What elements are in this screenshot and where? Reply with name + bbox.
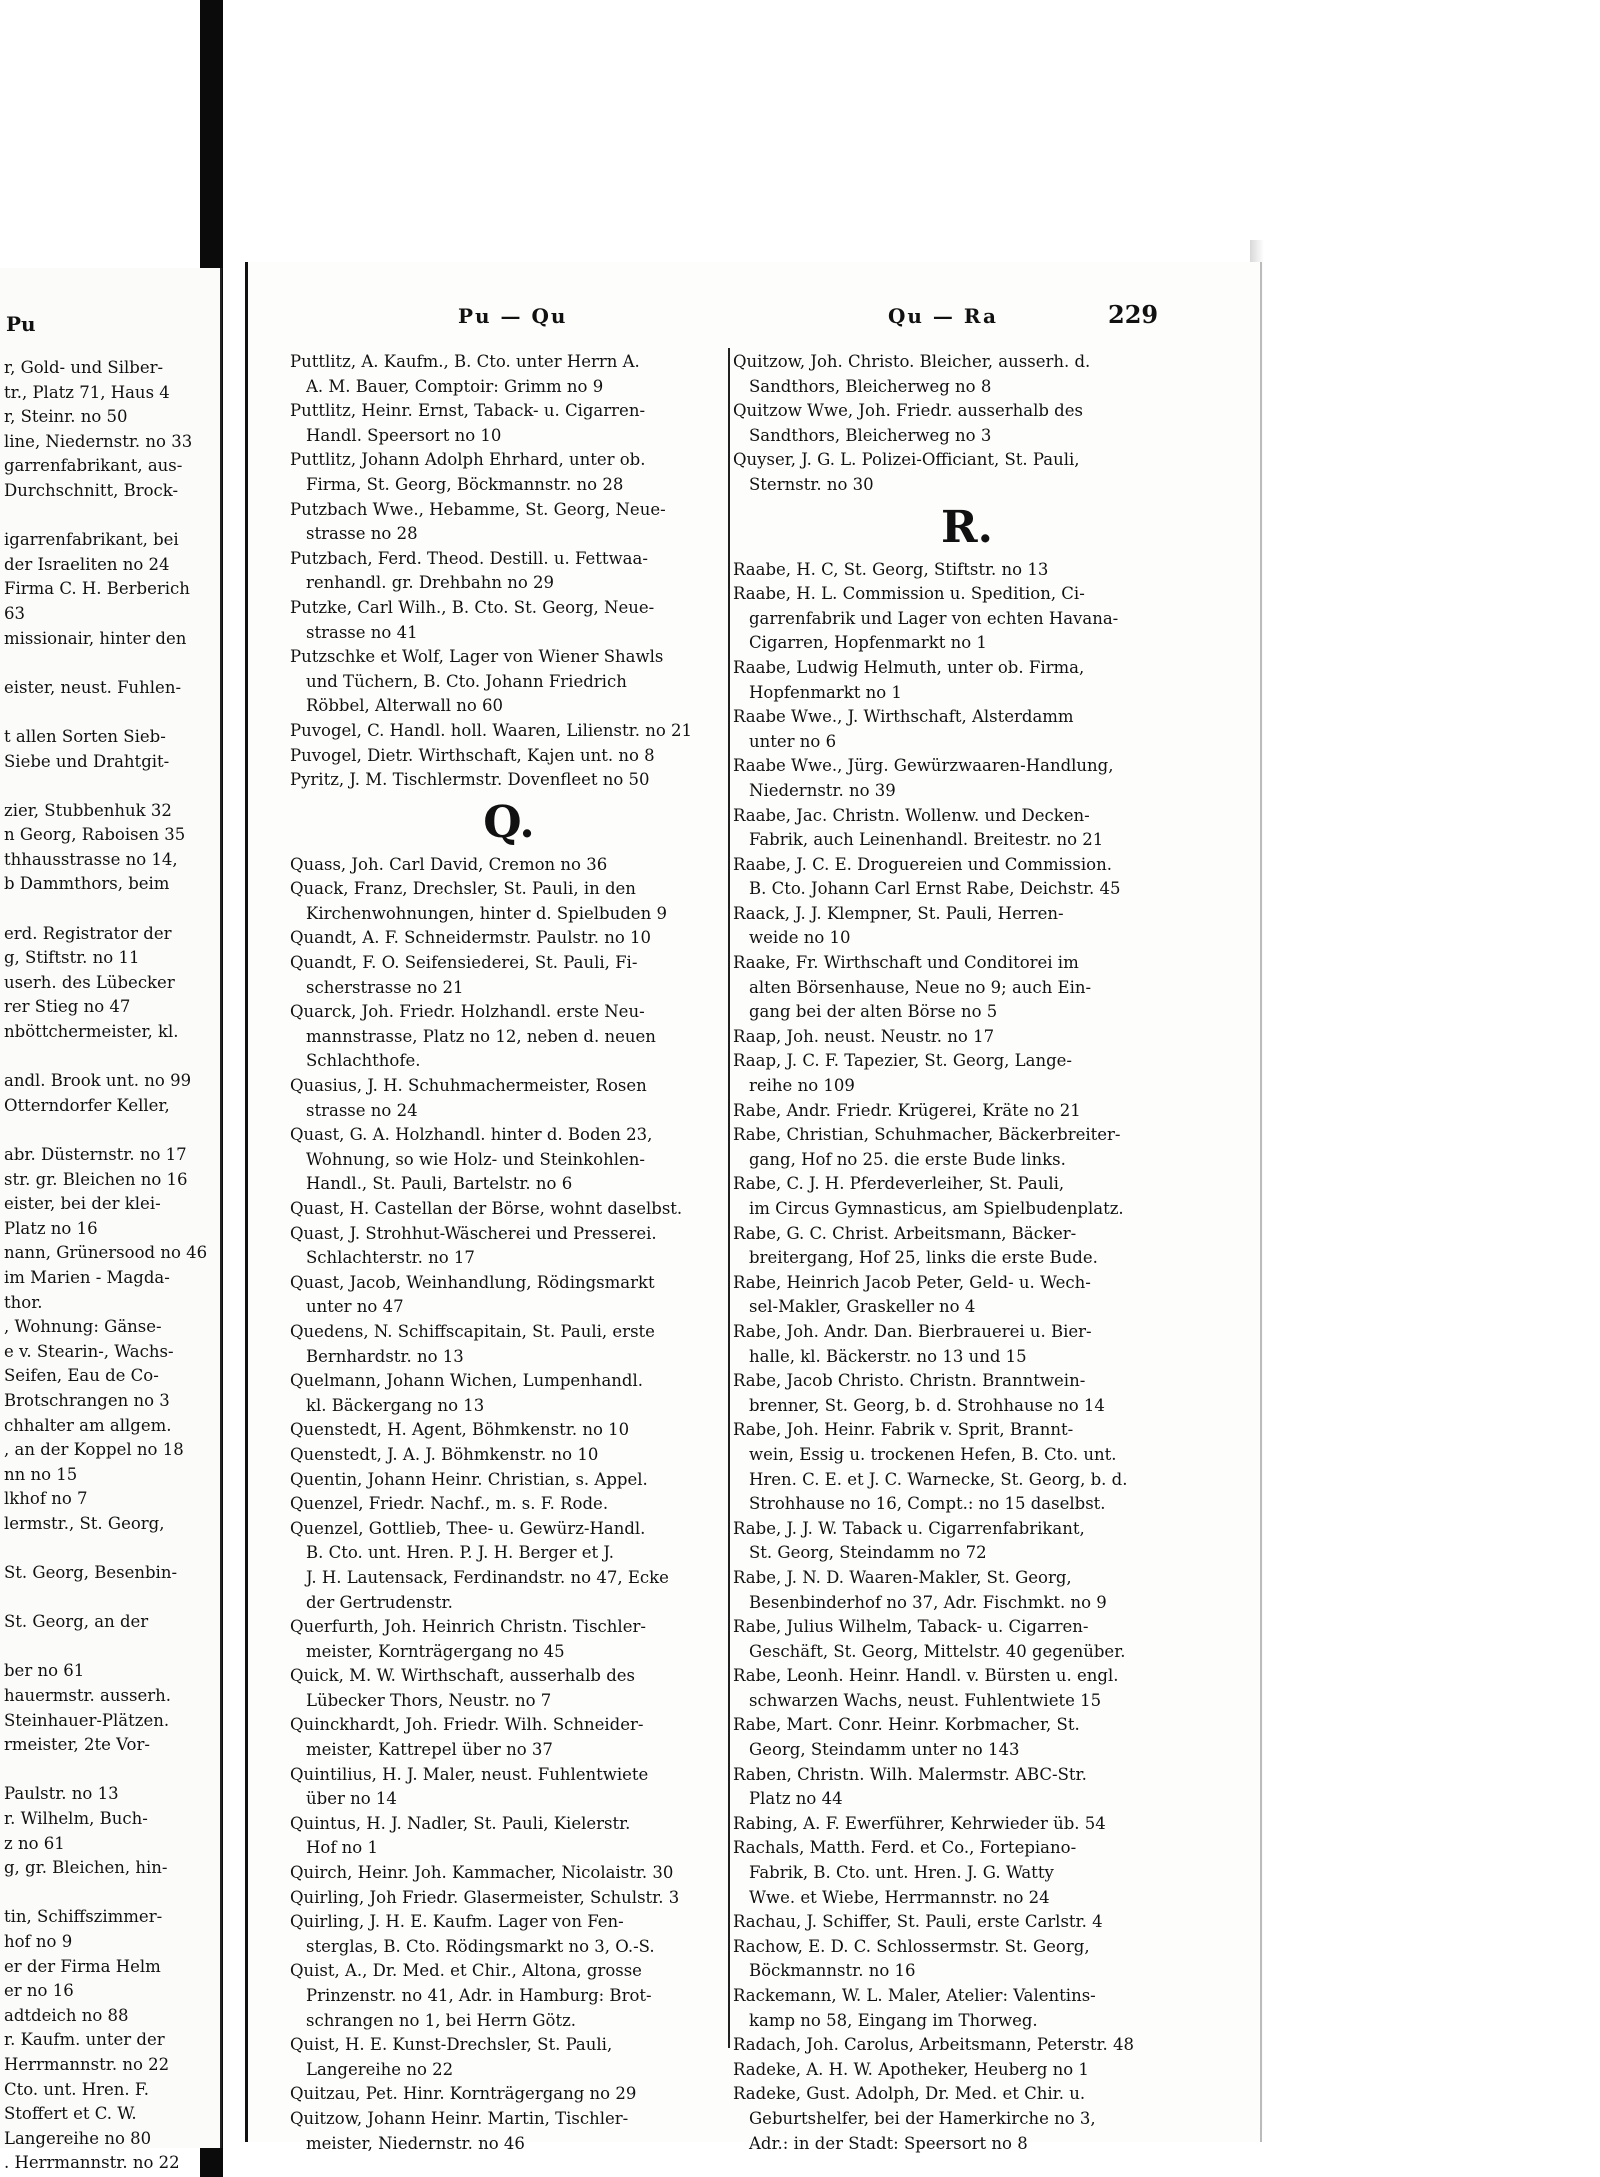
section-letter: Q.: [483, 796, 535, 848]
directory-entry: Quinckhardt, Joh. Friedr. Wilh. Schneider-: [290, 1715, 644, 1735]
entry-continuation: gang, Hof no 25. die erste Bude links.: [749, 1149, 1066, 1169]
entry-continuation: J. H. Lautensack, Ferdinandstr. no 47, Ecke: [306, 1567, 669, 1587]
left-page-line: lermstr., St. Georg,: [4, 1513, 165, 1533]
entry-continuation: Geschäft, St. Georg, Mittelstr. 40 gegenüber.: [749, 1641, 1126, 1661]
entry-continuation: Prinzenstr. no 41, Adr. in Hamburg: Brot-: [306, 1986, 652, 2005]
directory-entry: Quist, A., Dr. Med. et Chir., Altona, grosse: [290, 1961, 642, 1981]
directory-entry: Pyritz, J. M. Tischlermstr. Dovenfleet no 50: [290, 770, 650, 790]
left-page-line: 63: [4, 603, 25, 623]
entry-continuation: meister, Kattrepel über no 37: [306, 1740, 553, 1760]
entry-continuation: Hof no 1: [306, 1838, 378, 1858]
entry-continuation: Geburtshelfer, bei der Hamerkirche no 3,: [749, 2108, 1096, 2128]
directory-entry: Rabe, Joh. Andr. Dan. Bierbrauerei u. Bier-: [733, 1321, 1092, 1341]
directory-entry: Quitzau, Pet. Hinr. Kornträgergang no 29: [290, 2084, 637, 2104]
directory-entry: Quenstedt, J. A. J. Böhmkenstr. no 10: [290, 1444, 599, 1464]
left-page-line: Durchschnitt, Brock-: [4, 480, 179, 500]
entry-continuation: Sternstr. no 30: [749, 474, 874, 494]
directory-entry: Quitzow, Joh. Christo. Bleicher, ausserh. d.: [733, 352, 1091, 371]
entry-continuation: meister, Kornträgergang no 45: [306, 1641, 565, 1661]
directory-entry: Raabe Wwe., Jürg. Gewürzwaaren-Handlung,: [733, 756, 1114, 776]
left-page: [0, 268, 222, 2173]
left-page-line: Herrmannstr. no 22: [4, 2054, 170, 2074]
left-page-line: r, Steinr. no 50: [4, 407, 128, 427]
entry-continuation: gang bei der alten Börse no 5: [749, 1002, 998, 1022]
directory-entry: Rabe, Leonh. Heinr. Handl. v. Bürsten u. engl.: [733, 1666, 1119, 1686]
directory-entry: Quasius, J. H. Schuhmachermeister, Rosen: [290, 1076, 647, 1096]
directory-entry: Quyser, J. G. L. Polizei-Officiant, St. Pauli,: [733, 450, 1080, 470]
left-page-line: str. gr. Bleichen no 16: [4, 1169, 188, 1189]
directory-entry: Quirling, Joh Friedr. Glasermeister, Schulstr. 3: [290, 1887, 680, 1907]
directory-column-1: [290, 350, 728, 2156]
directory-entry: Raabe, H. L. Commission u. Spedition, Ci-: [733, 584, 1085, 604]
entry-continuation: unter no 6: [749, 731, 837, 751]
directory-entry: Quast, H. Castellan der Börse, wohnt daselbst.: [290, 1199, 683, 1218]
left-page-line: Langereihe no 80: [4, 2128, 152, 2148]
entry-continuation: und Tüchern, B. Cto. Johann Friedrich: [306, 671, 627, 691]
running-head-right: Qu — Ra: [888, 304, 998, 328]
entry-continuation: Adr.: in der Stadt: Speersort no 8: [749, 2133, 1028, 2153]
left-page-line: Siebe und Drahtgit-: [4, 751, 170, 771]
section-letter: R.: [941, 501, 993, 553]
directory-entry: Puttlitz, A. Kaufm., B. Cto. unter Herrn A.: [290, 352, 640, 371]
entry-continuation: Bernhardstr. no 13: [306, 1346, 464, 1366]
left-page-line: [4, 1586, 207, 1611]
directory-entry: Quist, H. E. Kunst-Drechsler, St. Pauli,: [290, 2035, 613, 2055]
directory-entry: Quast, J. Strohhut-Wäscherei und Presserei.: [290, 1223, 657, 1243]
entry-continuation: Schlachterstr. no 17: [306, 1248, 475, 1268]
left-page-line: [4, 700, 207, 725]
directory-entry: Raabe Wwe., J. Wirthschaft, Alsterdamm: [733, 707, 1074, 727]
directory-entry: Rabe, G. C. Christ. Arbeitsmann, Bäcker-: [733, 1223, 1077, 1243]
left-page-line: g, Stiftstr. no 11: [4, 948, 140, 968]
left-page-header: Pu: [6, 312, 36, 336]
entry-continuation: Röbbel, Alterwall no 60: [306, 696, 504, 716]
left-page-line: adtdeich no 88: [4, 2005, 129, 2025]
directory-entry: Radach, Joh. Carolus, Arbeitsmann, Peterstr. 48: [733, 2035, 1135, 2055]
directory-entry: Quandt, A. F. Schneidermstr. Paulstr. no 10: [290, 928, 652, 948]
left-page-line: garrenfabrikant, aus-: [4, 456, 183, 476]
directory-entry: Rabe, Jacob Christo. Christn. Branntwein-: [733, 1371, 1086, 1391]
right-page: [245, 262, 1262, 2153]
left-page-line: [4, 897, 207, 922]
directory-entry: Quast, Jacob, Weinhandlung, Rödingsmarkt: [290, 1272, 655, 1292]
left-page-line: der Israeliten no 24: [4, 554, 170, 574]
directory-entry: Raap, Joh. neust. Neustr. no 17: [733, 1026, 995, 1046]
left-page-line: [4, 774, 207, 799]
left-page-line: lkhof no 7: [4, 1489, 88, 1509]
entry-continuation: kamp no 58, Eingang im Thorweg.: [749, 2010, 1038, 2030]
left-page-line: g, gr. Bleichen, hin-: [4, 1858, 168, 1878]
entry-continuation: Strohhause no 16, Compt.: no 15 daselbst.: [749, 1494, 1106, 1514]
entry-continuation: brenner, St. Georg, b. d. Strohhause no 14: [749, 1395, 1105, 1415]
left-page-line: b Dammthors, beim: [4, 874, 170, 894]
directory-entry: Rabe, J. J. W. Taback u. Cigarrenfabrikant,: [733, 1518, 1085, 1538]
entry-continuation: B. Cto. unt. Hren. P. J. H. Berger et J.: [306, 1543, 614, 1563]
entry-continuation: Handl. Speersort no 10: [306, 425, 502, 445]
entry-continuation: Handl., St. Pauli, Bartelstr. no 6: [306, 1174, 573, 1194]
left-page-line: er der Firma Helm: [4, 1956, 161, 1976]
left-page-line: nböttchermeister, kl.: [4, 1022, 179, 1042]
left-page-line: nn no 15: [4, 1464, 78, 1484]
directory-entry: Rackemann, W. L. Maler, Atelier: Valentins-: [733, 1986, 1096, 2005]
left-page-line: chhalter am allgem.: [4, 1415, 172, 1435]
directory-entry: Quentin, Johann Heinr. Christian, s. Appel.: [290, 1469, 648, 1489]
column-divider: [728, 348, 730, 2048]
left-page-line: . Herrmannstr. no 22: [4, 2153, 180, 2173]
left-page-line: hauermstr. ausserh.: [4, 1686, 171, 1706]
entry-continuation: der Gertrudenstr.: [306, 1592, 453, 1612]
entry-continuation: breitergang, Hof 25, links die erste Bude.: [749, 1248, 1098, 1268]
left-page-line: eister, neust. Fuhlen-: [4, 677, 182, 697]
directory-entry: Quarck, Joh. Friedr. Holzhandl. erste Neu-: [290, 1002, 645, 1022]
directory-entry: Rabing, A. F. Ewerführer, Kehrwieder üb. 54: [733, 1813, 1106, 1833]
page-number: 229: [1108, 300, 1159, 329]
entry-continuation: Fabrik, auch Leinenhandl. Breitestr. no 21: [749, 830, 1104, 850]
entry-continuation: schrangen no 1, bei Herrn Götz.: [306, 2010, 577, 2030]
entry-continuation: B. Cto. Johann Carl Ernst Rabe, Deichstr. 45: [749, 879, 1121, 899]
entry-continuation: über no 14: [306, 1789, 397, 1809]
left-page-line: Steinhauer-Plätzen.: [4, 1710, 170, 1730]
entry-continuation: Sandthors, Bleicherweg no 8: [749, 376, 992, 396]
left-page-line: erd. Registrator der: [4, 923, 172, 943]
left-page-line: eister, bei der klei-: [4, 1194, 161, 1214]
left-page-line: missionair, hinter den: [4, 628, 187, 648]
directory-entry: Radeke, Gust. Adolph, Dr. Med. et Chir. u.: [733, 2084, 1086, 2104]
entry-continuation: Fabrik, B. Cto. unt. Hren. J. G. Watty: [749, 1863, 1054, 1883]
left-page-line: [4, 1881, 207, 1906]
directory-column-2: [733, 350, 1201, 2156]
directory-entry: Raabe, Jac. Christn. Wollenw. und Decken-: [733, 805, 1090, 825]
entry-continuation: strasse no 41: [306, 622, 418, 642]
left-page-line: im Marien - Magda-: [4, 1267, 170, 1287]
directory-entry: Raabe, J. C. E. Droguereien und Commission.: [733, 854, 1112, 874]
entry-continuation: St. Georg, Steindamm no 72: [749, 1543, 987, 1563]
left-page-line: tr., Platz 71, Haus 4: [4, 382, 170, 402]
entry-continuation: Lübecker Thors, Neustr. no 7: [306, 1690, 552, 1710]
entry-continuation: Georg, Steindamm unter no 143: [749, 1740, 1020, 1760]
directory-entry: Quintus, H. J. Nadler, St. Pauli, Kielerstr.: [290, 1813, 631, 1833]
entry-continuation: meister, Niedernstr. no 46: [306, 2133, 525, 2153]
entry-continuation: A. M. Bauer, Comptoir: Grimm no 9: [306, 376, 604, 396]
entry-continuation: sel-Makler, Graskeller no 4: [749, 1297, 976, 1317]
directory-entry: Putzke, Carl Wilh., B. Cto. St. Georg, Neue-: [290, 597, 655, 617]
left-page-line: [4, 1758, 207, 1783]
entry-continuation: reihe no 109: [749, 1076, 855, 1096]
directory-entry: Rabe, Heinrich Jacob Peter, Geld- u. Wech-: [733, 1272, 1091, 1292]
directory-entry: Quirling, J. H. E. Kaufm. Lager von Fen-: [290, 1912, 624, 1932]
directory-entry: Quandt, F. O. Seifensiederei, St. Pauli, Fi-: [290, 953, 638, 973]
left-page-line: Firma C. H. Berberich: [4, 579, 190, 599]
directory-entry: Raabe, H. C, St. Georg, Stiftstr. no 13: [733, 559, 1049, 579]
entry-continuation: Sandthors, Bleicherweg no 3: [749, 425, 992, 445]
directory-entry: Raake, Fr. Wirthschaft und Conditorei im: [733, 953, 1079, 973]
entry-continuation: strasse no 24: [306, 1100, 418, 1120]
left-page-line: ber no 61: [4, 1661, 85, 1681]
directory-entry: Quintilius, H. J. Maler, neust. Fuhlentwiete: [290, 1764, 649, 1784]
entry-continuation: renhandl. gr. Drehbahn no 29: [306, 573, 555, 593]
entry-continuation: kl. Bäckergang no 13: [306, 1395, 485, 1415]
left-page-line: , an der Koppel no 18: [4, 1440, 184, 1460]
left-page-line: n Georg, Raboisen 35: [4, 825, 186, 845]
entry-continuation: Besenbinderhof no 37, Adr. Fischmkt. no 9: [749, 1592, 1107, 1612]
entry-continuation: garrenfabrik und Lager von echten Havana-: [749, 608, 1119, 628]
left-page-line: tin, Schiffszimmer-: [4, 1907, 163, 1927]
entry-continuation: Hopfenmarkt no 1: [749, 682, 902, 702]
directory-entry: Quack, Franz, Drechsler, St. Pauli, in den: [290, 879, 636, 899]
directory-entry: Quitzow Wwe, Joh. Friedr. ausserhalb des: [733, 401, 1083, 421]
directory-entry: Rabe, Mart. Conr. Heinr. Korbmacher, St.: [733, 1715, 1080, 1735]
directory-entry: Puvogel, Dietr. Wirthschaft, Kajen unt. no 8: [290, 745, 655, 765]
directory-entry: Rachals, Matth. Ferd. et Co., Fortepiano-: [733, 1838, 1077, 1858]
left-page-line: Otterndorfer Keller,: [4, 1095, 170, 1115]
entry-continuation: scherstrasse no 21: [306, 977, 464, 997]
page-header: [248, 300, 1260, 344]
left-page-line: hof no 9: [4, 1932, 73, 1951]
running-head-left: Pu — Qu: [458, 304, 568, 328]
entry-continuation: Schlachthofe.: [306, 1051, 421, 1071]
directory-entry: Raben, Christn. Wilh. Malermstr. ABC-Str.: [733, 1764, 1087, 1784]
directory-entry: Quass, Joh. Carl David, Cremon no 36: [290, 854, 608, 874]
directory-entry: Rabe, Julius Wilhelm, Taback- u. Cigarren-: [733, 1617, 1089, 1637]
entry-continuation: Wohnung, so wie Holz- und Steinkohlen-: [306, 1149, 645, 1169]
left-page-line: r. Kaufm. unter der: [4, 2030, 165, 2050]
entry-continuation: weide no 10: [749, 928, 851, 948]
left-page-line: t allen Sorten Sieb-: [4, 726, 166, 746]
left-page-line: [4, 1635, 207, 1660]
directory-entry: Quenstedt, H. Agent, Böhmkenstr. no 10: [290, 1420, 630, 1440]
entry-continuation: Platz no 44: [749, 1789, 843, 1809]
directory-entry: Quelmann, Johann Wichen, Lumpenhandl.: [290, 1371, 643, 1391]
entry-continuation: halle, kl. Bäckerstr. no 13 und 15: [749, 1346, 1027, 1366]
left-page-line: andl. Brook unt. no 99: [4, 1071, 192, 1091]
directory-entry: Radeke, A. H. W. Apotheker, Heuberg no 1: [733, 2059, 1089, 2079]
left-page-line: [4, 651, 207, 676]
left-page-line: Stoffert et C. W.: [4, 2104, 137, 2124]
left-page-line: , Wohnung: Gänse-: [4, 1317, 162, 1337]
left-page-line: Platz no 16: [4, 1218, 98, 1238]
left-page-line: userh. des Lübecker: [4, 972, 175, 992]
entry-continuation: Wwe. et Wiebe, Herrmannstr. no 24: [749, 1887, 1050, 1907]
directory-entry: Quast, G. A. Holzhandl. hinter d. Boden 23,: [290, 1125, 653, 1145]
left-page-line: [4, 1537, 207, 1562]
directory-entry: Puvogel, C. Handl. holl. Waaren, Lilienstr. no 21: [290, 720, 693, 740]
entry-continuation: Niedernstr. no 39: [749, 780, 896, 800]
directory-entry: Putzbach Wwe., Hebamme, St. Georg, Neue-: [290, 499, 666, 519]
directory-entry: Quitzow, Johann Heinr. Martin, Tischler-: [290, 2108, 629, 2128]
left-page-line: Brotschrangen no 3: [4, 1390, 170, 1410]
entry-continuation: Cigarren, Hopfenmarkt no 1: [749, 633, 987, 653]
left-page-line: r. Wilhelm, Buch-: [4, 1809, 148, 1829]
directory-entry: Rabe, C. J. H. Pferdeverleiher, St. Pauli,: [733, 1174, 1065, 1194]
entry-continuation: im Circus Gymnasticus, am Spielbudenplatz.: [749, 1199, 1124, 1218]
left-page-line: z no 61: [4, 1833, 65, 1853]
entry-continuation: Langereihe no 22: [306, 2059, 454, 2079]
directory-entry: Rachau, J. Schiffer, St. Pauli, erste Carlstr. 4: [733, 1912, 1103, 1932]
directory-entry: Quenzel, Friedr. Nachf., m. s. F. Rode.: [290, 1494, 609, 1514]
entry-continuation: Firma, St. Georg, Böckmannstr. no 28: [306, 474, 624, 494]
left-page-line: Seifen, Eau de Co-: [4, 1366, 159, 1386]
entry-continuation: strasse no 28: [306, 524, 418, 544]
directory-entry: Quirch, Heinr. Joh. Kammacher, Nicolaistr. 30: [290, 1863, 674, 1883]
left-page-line: thhausstrasse no 14,: [4, 849, 178, 869]
left-page-line: rer Stieg no 47: [4, 997, 131, 1017]
entry-continuation: Kirchenwohnungen, hinter d. Spielbuden 9: [306, 903, 667, 923]
entry-continuation: wein, Essig u. trockenen Hefen, B. Cto. unt.: [749, 1444, 1117, 1464]
entry-continuation: unter no 47: [306, 1297, 404, 1317]
directory-entry: Raabe, Ludwig Helmuth, unter ob. Firma,: [733, 657, 1085, 677]
entry-continuation: mannstrasse, Platz no 12, neben d. neuen: [306, 1026, 656, 1046]
directory-entry: Rabe, J. N. D. Waaren-Makler, St. Georg,: [733, 1567, 1072, 1587]
directory-entry: Rachow, E. D. C. Schlossermstr. St. Georg,: [733, 1936, 1090, 1956]
left-page-line: St. Georg, an der: [4, 1612, 149, 1632]
entry-continuation: schwarzen Wachs, neust. Fuhlentwiete 15: [749, 1690, 1102, 1710]
left-page-line: rmeister, 2te Vor-: [4, 1735, 150, 1755]
directory-entry: Puttlitz, Johann Adolph Ehrhard, unter ob.: [290, 450, 646, 470]
left-page-line: St. Georg, Besenbin-: [4, 1563, 178, 1583]
left-page-line: nann, Grünersood no 46: [4, 1243, 208, 1263]
left-page-line: thor.: [4, 1292, 43, 1312]
directory-entry: Rabe, Joh. Heinr. Fabrik v. Sprit, Brannt-: [733, 1420, 1074, 1440]
directory-entry: Quedens, N. Schiffscapitain, St. Pauli, erste: [290, 1321, 655, 1341]
directory-entry: Quenzel, Gottlieb, Thee- u. Gewürz-Handl.: [290, 1518, 646, 1538]
left-page-line: [4, 1045, 207, 1070]
left-page-line: [4, 504, 207, 529]
directory-entry: Rabe, Andr. Friedr. Krügerei, Kräte no 21: [733, 1100, 1081, 1120]
entry-continuation: sterglas, B. Cto. Rödingsmarkt no 3, O.-S.: [306, 1936, 655, 1956]
left-page-column: [4, 356, 207, 2176]
directory-entry: Putzschke et Wolf, Lager von Wiener Shawls: [290, 647, 664, 667]
left-page-line: Cto. unt. Hren. F.: [4, 2079, 150, 2099]
left-page-line: line, Niedernstr. no 33: [4, 431, 193, 451]
left-page-line: er no 16: [4, 1981, 74, 2001]
left-page-line: igarrenfabrikant, bei: [4, 530, 179, 550]
directory-entry: Rabe, Christian, Schuhmacher, Bäckerbreiter-: [733, 1125, 1121, 1145]
directory-entry: Quick, M. W. Wirthschaft, ausserhalb des: [290, 1666, 635, 1686]
directory-entry: Puttlitz, Heinr. Ernst, Taback- u. Cigarren-: [290, 401, 646, 421]
left-page-line: zier, Stubbenhuk 32: [4, 800, 172, 820]
left-page-line: Paulstr. no 13: [4, 1784, 119, 1804]
left-page-line: [4, 1118, 207, 1143]
directory-entry: Raack, J. J. Klempner, St. Pauli, Herren-: [733, 903, 1064, 923]
entry-continuation: Hren. C. E. et J. C. Warnecke, St. Georg, b. d.: [749, 1469, 1128, 1489]
entry-continuation: Böckmannstr. no 16: [749, 1961, 916, 1981]
entry-continuation: alten Börsenhause, Neue no 9; auch Ein-: [749, 977, 1092, 997]
directory-entry: Querfurth, Joh. Heinrich Christn. Tischler-: [290, 1617, 646, 1637]
directory-entry: Raap, J. C. F. Tapezier, St. Georg, Lange-: [733, 1051, 1072, 1071]
left-page-line: e v. Stearin-, Wachs-: [4, 1341, 174, 1361]
left-page-line: abr. Düsternstr. no 17: [4, 1145, 187, 1164]
directory-entry: Putzbach, Ferd. Theod. Destill. u. Fettwaa-: [290, 548, 648, 568]
left-page-line: r, Gold- und Silber-: [4, 358, 164, 377]
